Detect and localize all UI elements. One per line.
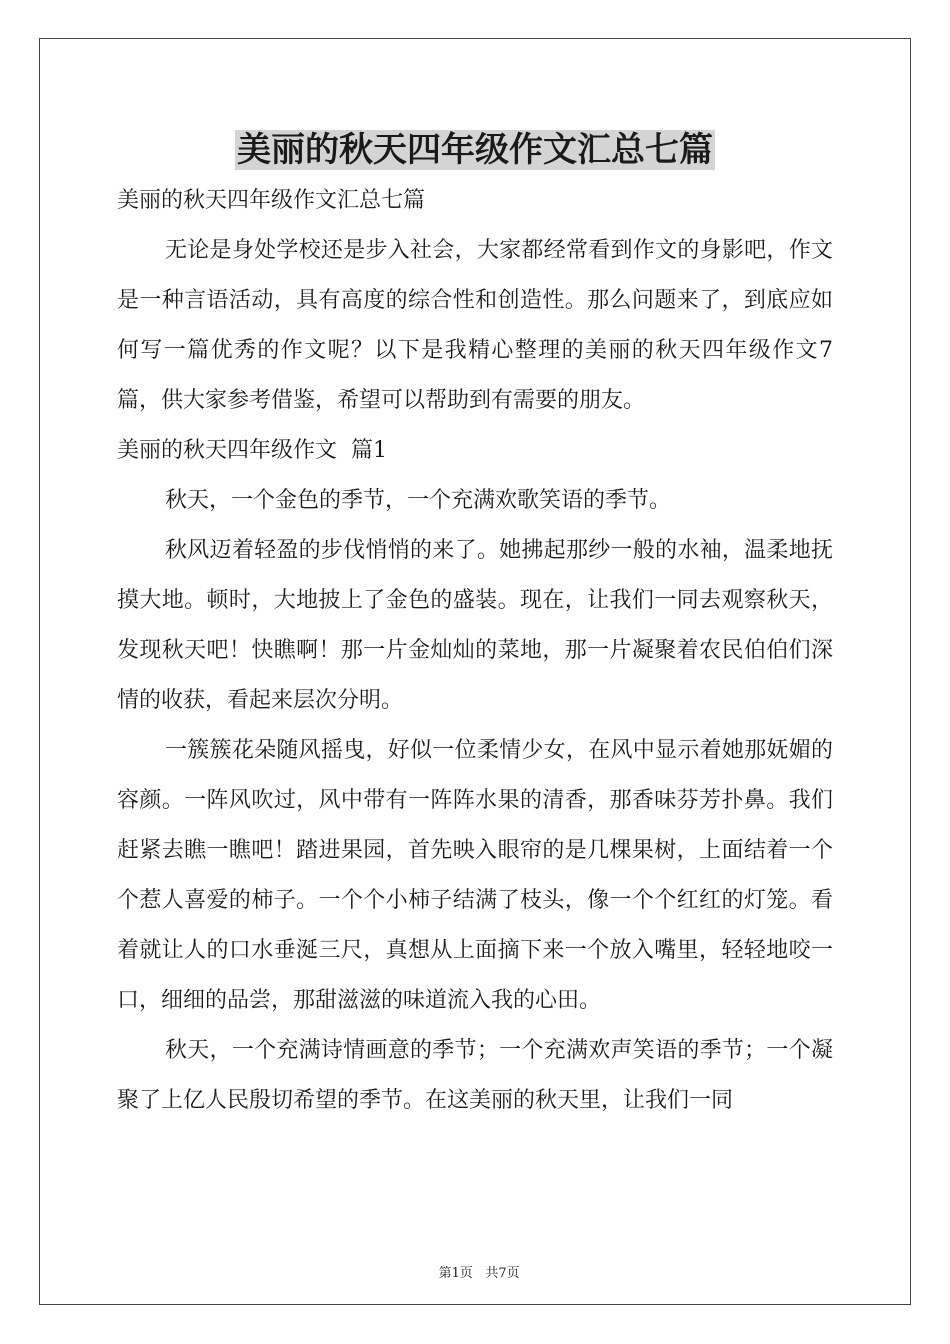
document-title (0, 126, 950, 174)
section-heading: 美丽的秋天四年级作文 篇1 (117, 438, 387, 463)
document-title-text: 美丽的秋天四年级作文汇总七篇 (237, 130, 713, 170)
document-subtitle: 美丽的秋天四年级作文汇总七篇 (117, 188, 426, 213)
body-paragraph-3: 一簇簇花朵随风摇曳，好似一位柔情少女，在风中显示着她那妩媚的容颜。一阵风吹过，风中带有一阵阵水果的清香，那香味芬芳扑鼻。我们赶紧去瞧一瞧吧！踏进果园，首先映入眼帘的是几棵果树，上面结着一个个惹人喜爱的柿子。一个个小柿子结满了枝头，像一个个红红的灯笼。看着就让人的口水垂涎三尺，真想从上面摘下来一个放入嘴里，轻轻地咬一口，细细的品尝，那甜滋滋的味道流入我的心田。 (117, 738, 833, 1013)
page-footer (0, 1247, 950, 1283)
body-paragraph-4: 秋天，一个充满诗情画意的季节；一个充满欢声笑语的季节；一个凝聚了上亿人民殷切希望的季节。在这美丽的秋天里，让我们一同 (117, 1038, 833, 1113)
document-body (117, 176, 833, 1126)
page-number-label: 第1页 共7页 (438, 1266, 520, 1281)
body-paragraph-1: 秋天，一个金色的季节，一个充满欢歌笑语的季节。 (165, 488, 672, 513)
body-paragraph-2: 秋风迈着轻盈的步伐悄悄的来了。她拂起那纱一般的水袖，温柔地抚摸大地。顿时，大地披上了金色的盛装。现在，让我们一同去观察秋天，发现秋天吧！快瞧啊！那一片金灿灿的菜地，那一片凝聚着农民伯伯们深情的收获，看起来层次分明。 (117, 538, 833, 713)
intro-paragraph: 无论是身处学校还是步入社会，大家都经常看到作文的身影吧，作文是一种言语活动，具有高度的综合性和创造性。那么问题来了，到底应如何写一篇优秀的作文呢？以下是我精心整理的美丽的秋天四年级作文7篇，供大家参考借鉴，希望可以帮助到有需要的朋友。 (117, 238, 833, 413)
